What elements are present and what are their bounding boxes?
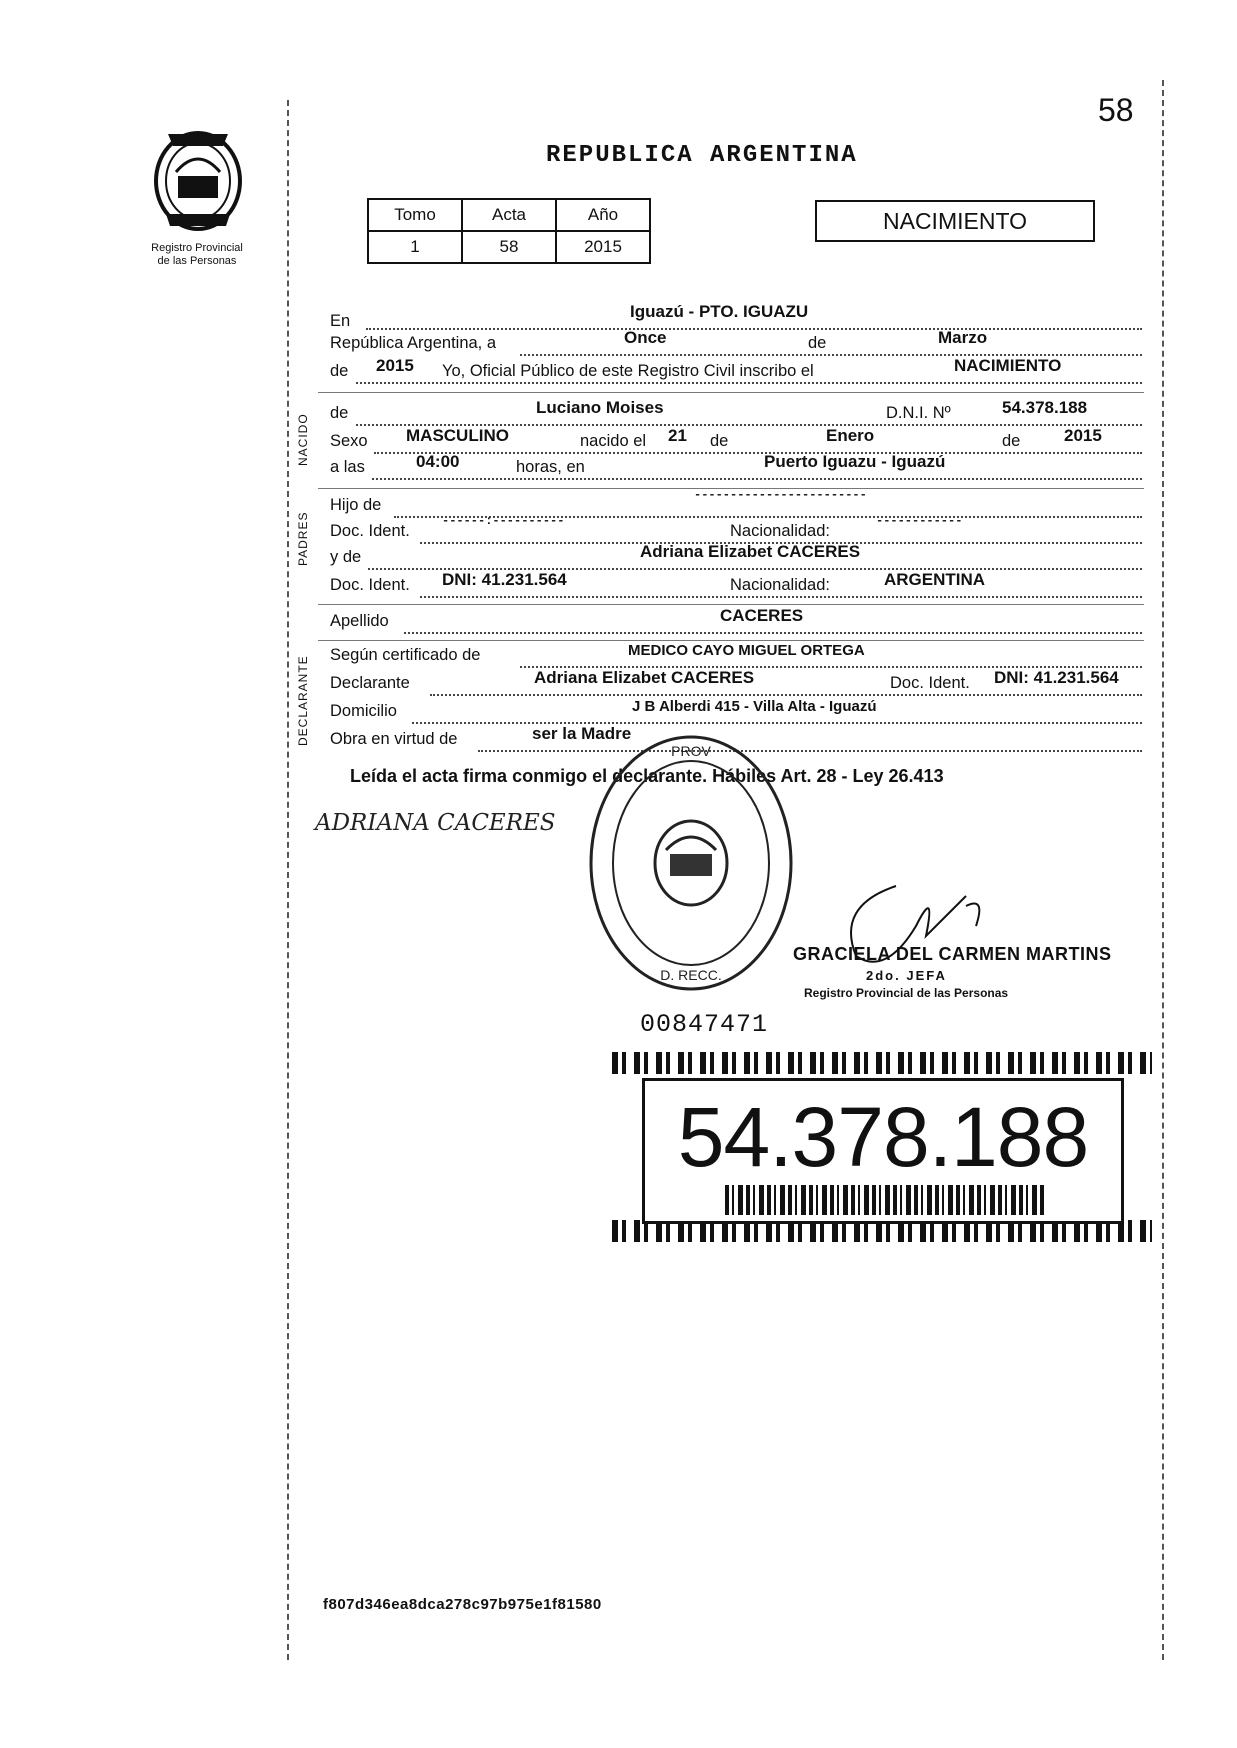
value-nac-mes: Enero [826, 426, 875, 445]
official-name: GRACIELA DEL CARMEN MARTINS [793, 944, 1112, 964]
label-de-anio: de [330, 362, 349, 380]
row-certificado [330, 642, 1142, 670]
left-margin-line [287, 100, 289, 1660]
label-en: En [330, 312, 351, 330]
value-certificado: MEDICO CAYO MIGUEL ORTEGA [628, 642, 865, 659]
document-hash: f807d346ea8dca278c97b975e1f81580 [323, 1596, 602, 1613]
value-acta: 58 [462, 231, 556, 263]
label-horas-en: horas, en [516, 458, 585, 476]
handwritten-signature: ADRIANA CACERES [315, 810, 556, 836]
value-madre-doc: DNI: 41.231.564 [442, 570, 567, 589]
value-madre: Adriana Elizabet CACERES [640, 542, 861, 561]
label-de-nac-anio: de [1002, 432, 1021, 450]
serial-number: 00847471 [640, 1010, 769, 1039]
coat-of-arms-icon [148, 126, 248, 236]
label-y-de: y de [330, 548, 362, 566]
label-de-mes: de [808, 334, 827, 352]
value-nac-anio: 2015 [1064, 426, 1102, 445]
row-declarante [330, 668, 1142, 698]
row-apellido [330, 606, 1142, 636]
row-en [330, 302, 1142, 332]
record-type-box: NACIMIENTO [815, 200, 1095, 242]
value-hijo: ------------------------ [694, 488, 867, 502]
barcode [725, 1185, 1045, 1215]
row-nombre [330, 398, 1142, 428]
row-madre-doc [330, 570, 1142, 600]
value-lugar: Puerto Iguazu - Iguazú [764, 452, 946, 471]
value-apellido: CACERES [720, 606, 804, 625]
official-role: 2do. JEFA [866, 968, 947, 983]
firma-statement: Leída el acta firma conmigo el declarante. Hábiles Art. 28 - Ley 26.413 [350, 766, 944, 786]
row-madre [330, 542, 1142, 572]
value-inscribe: NACIMIENTO [954, 356, 1062, 375]
label-nacido-el: nacido el [580, 432, 647, 450]
label-a-las: a las [330, 458, 365, 476]
label-madre-nacionalidad: Nacionalidad: [730, 576, 830, 594]
header-acta: Acta [462, 199, 556, 231]
value-hora: 04:00 [416, 452, 460, 471]
row-inscribe [330, 356, 1142, 386]
section-padres: PADRES [296, 511, 310, 566]
svg-text:PROV: PROV [671, 743, 711, 759]
section-declarante: DECLARANTE [296, 655, 310, 746]
sticker-number: 54.378.188 [677, 1090, 1089, 1184]
label-de-nac-mes: de [710, 432, 729, 450]
header-tomo: Tomo [368, 199, 462, 231]
label-obra: Obra en virtud de [330, 730, 458, 748]
seal-icon [586, 732, 796, 994]
value-dia: Once [624, 328, 667, 347]
document-title: REPUBLICA ARGENTINA [546, 142, 858, 169]
right-margin-line [1162, 80, 1164, 1660]
record-table [367, 198, 651, 264]
label-sexo: Sexo [330, 432, 368, 450]
label-decl-doc: Doc. Ident. [890, 674, 970, 692]
label-oficial: Yo, Oficial Público de este Registro Civil inscribo el [442, 362, 814, 380]
value-anio: 2015 [556, 231, 650, 263]
value-padre-nacionalidad: ------------ [876, 514, 963, 528]
page-number: 58 [1098, 92, 1134, 128]
label-padre-nacionalidad: Nacionalidad: [730, 522, 830, 540]
row-domicilio [330, 698, 1142, 726]
label-declarante: Declarante [330, 674, 410, 692]
row-fecha [330, 328, 1142, 358]
label-madre-doc: Doc. Ident. [330, 576, 410, 594]
section-nacido: NACIDO [296, 413, 310, 466]
value-padre-doc: ------:---------- [442, 514, 565, 528]
value-madre-nacionalidad: ARGENTINA [884, 570, 986, 589]
sticker-box [642, 1078, 1124, 1224]
label-domicilio: Domicilio [330, 702, 397, 720]
value-domicilio: J B Alberdi 415 - Villa Alta - Iguazú [632, 698, 877, 715]
value-anio-inscripcion: 2015 [376, 356, 414, 375]
label-apellido: Apellido [330, 612, 389, 630]
value-tomo: 1 [368, 231, 462, 263]
label-certificado: Según certificado de [330, 646, 481, 664]
header-anio: Año [556, 199, 650, 231]
logo-caption-line1: Registro Provincial [151, 242, 243, 254]
official-org: Registro Provincial de las Personas [804, 986, 1009, 1000]
label-dni: D.N.I. Nº [886, 404, 951, 422]
logo-caption [132, 242, 262, 268]
row-hora [330, 452, 1142, 482]
value-en: Iguazú - PTO. IGUAZU [630, 302, 809, 321]
sticker-top-band [612, 1052, 1152, 1074]
label-republica: República Argentina, a [330, 334, 497, 352]
value-nac-dia: 21 [668, 426, 687, 445]
value-sexo: MASCULINO [406, 426, 509, 445]
official-seal [586, 732, 796, 994]
svg-text:D. RECC.: D. RECC. [660, 967, 722, 983]
value-mes: Marzo [938, 328, 988, 347]
label-hijo-de: Hijo de [330, 496, 382, 514]
logo-caption-line2: de las Personas [157, 255, 237, 267]
value-nombre: Luciano Moises [536, 398, 664, 417]
value-dni: 54.378.188 [1002, 398, 1088, 417]
label-padre-doc: Doc. Ident. [330, 522, 410, 540]
provincial-logo [148, 126, 248, 236]
value-declarante: Adriana Elizabet CACERES [534, 668, 755, 687]
value-obra: ser la Madre [532, 724, 632, 743]
label-de-nombre: de [330, 404, 349, 422]
value-decl-doc: DNI: 41.231.564 [994, 668, 1119, 687]
